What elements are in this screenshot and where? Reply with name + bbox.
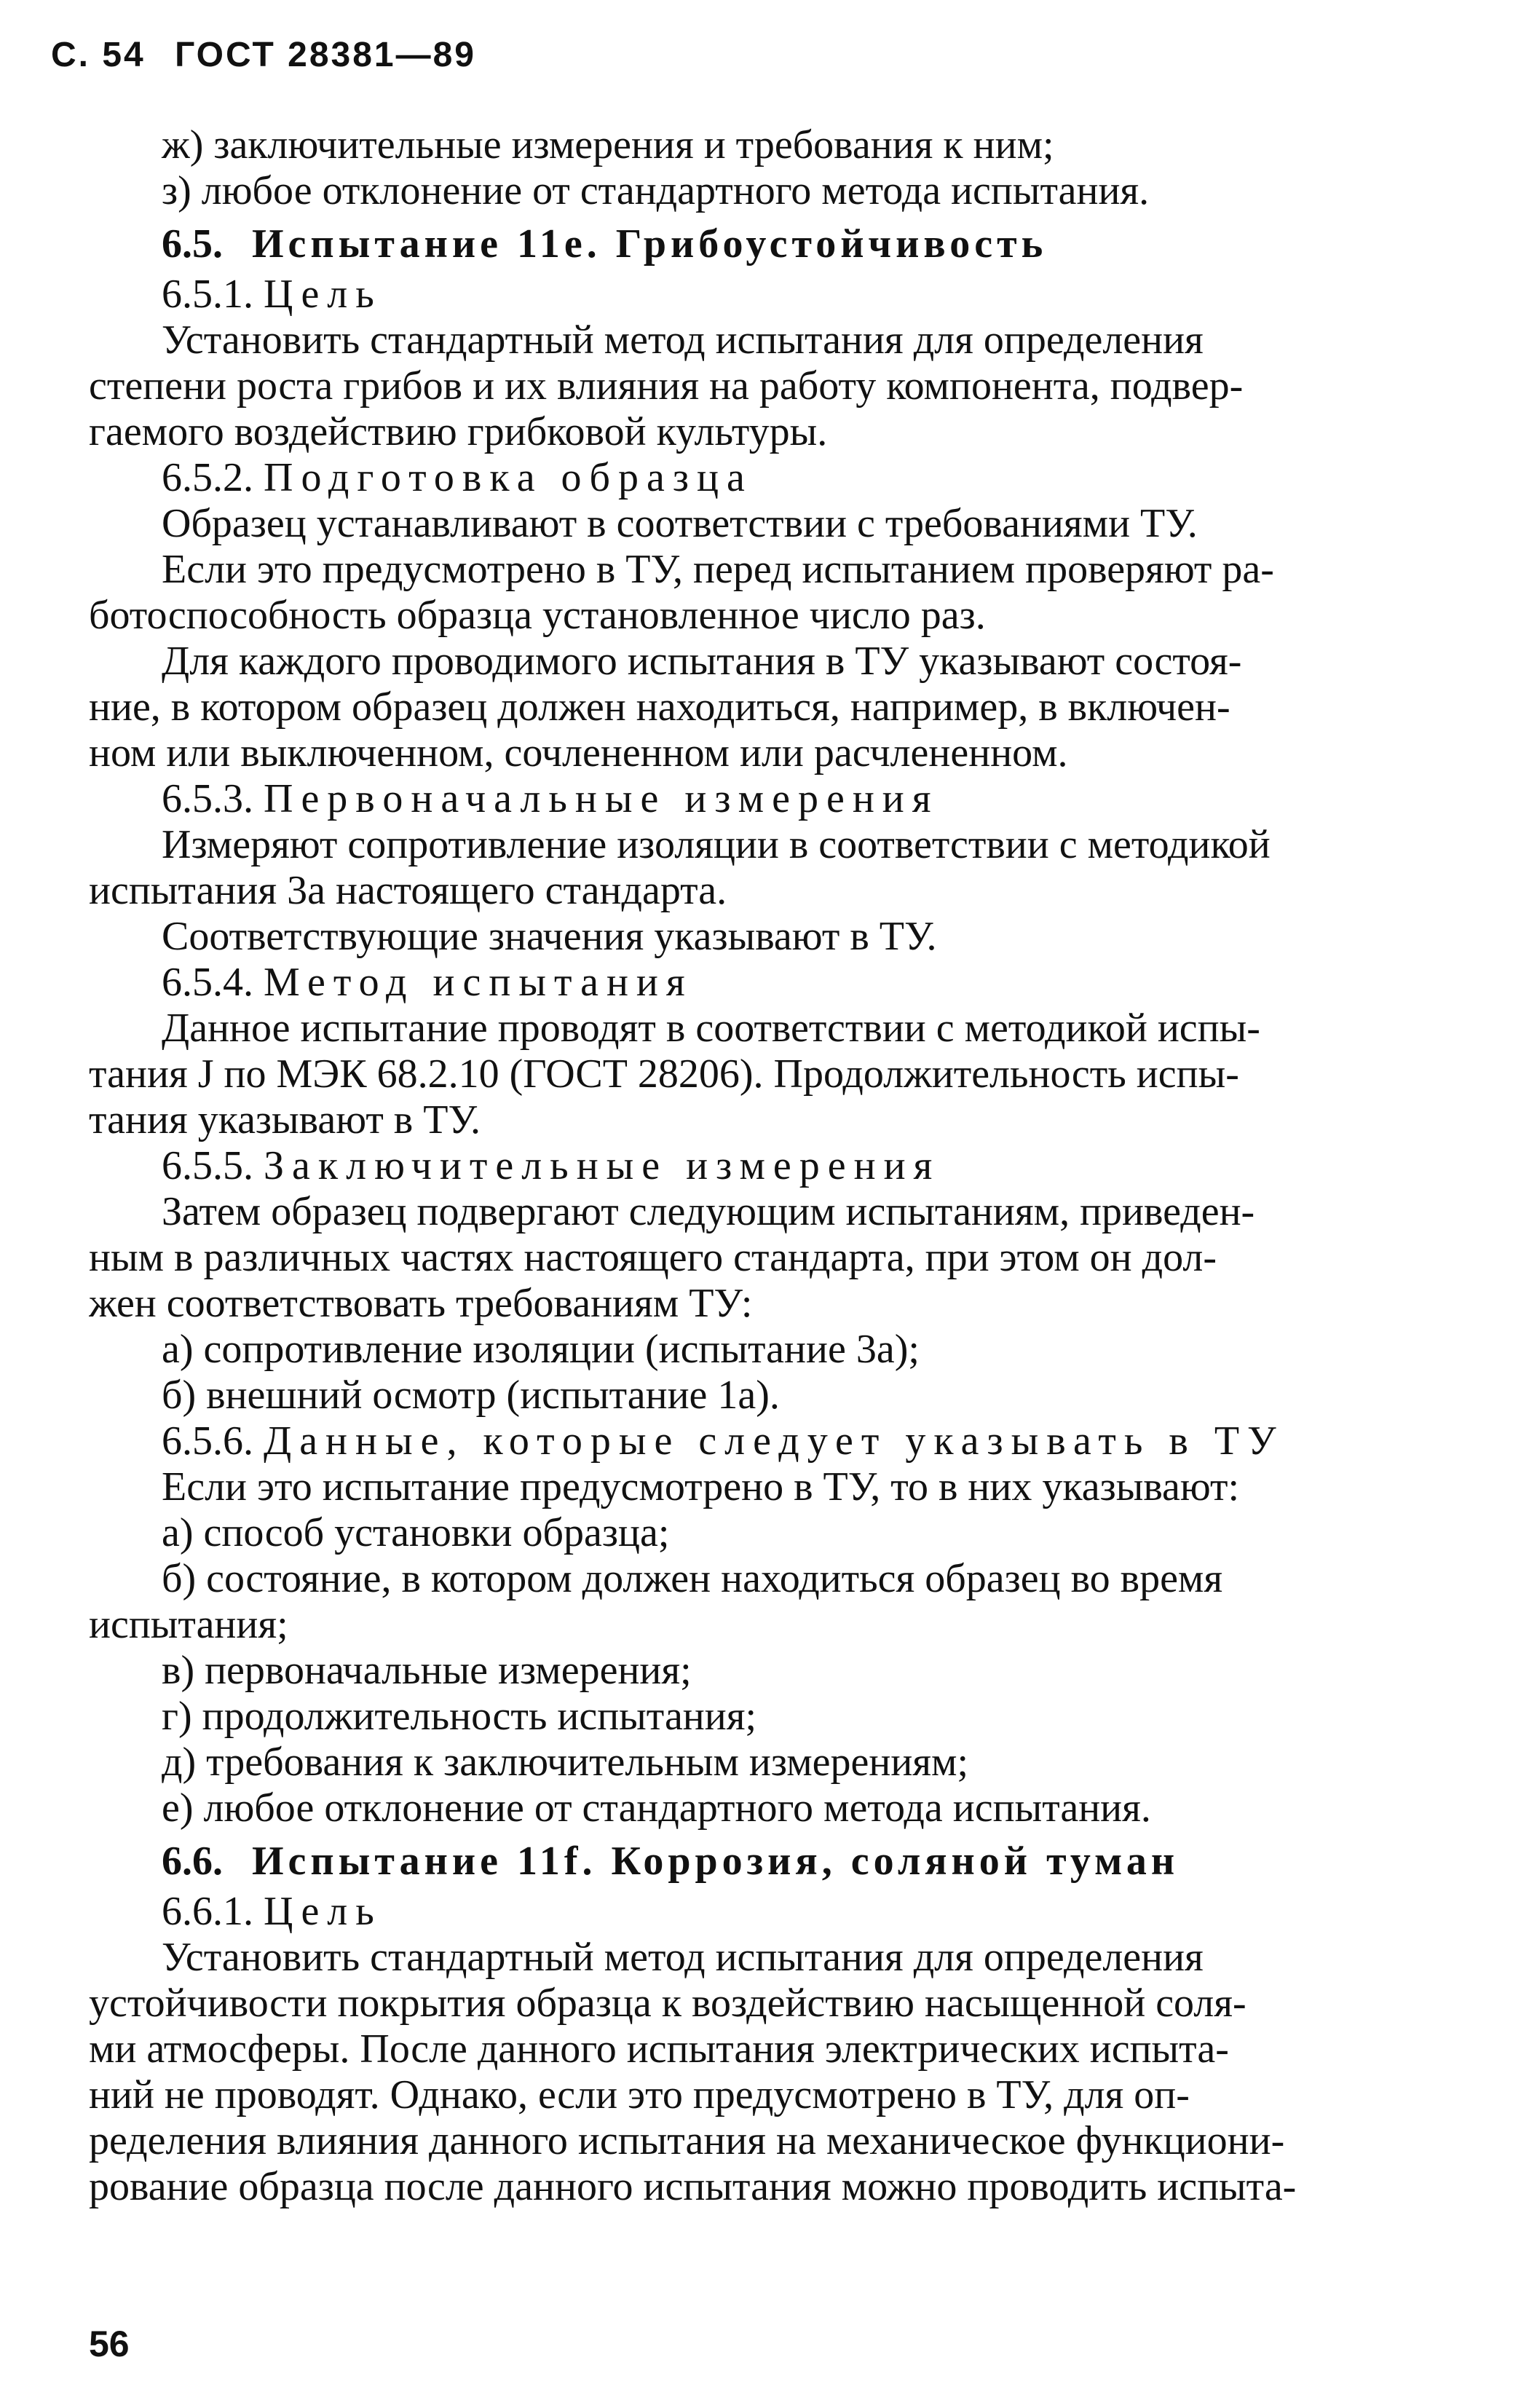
subsection-heading-6-5-3 bbox=[89, 776, 1509, 822]
subsection-number: 6.5.3. bbox=[162, 776, 253, 821]
paragraph-line: ний не проводят. Однако, если это предусмотрено в ТУ, для оп- bbox=[89, 2072, 1190, 2117]
list-item: б) состояние, в котором должен находиться образец во время bbox=[162, 1556, 1223, 1601]
section-title: Испытание 11f. Коррозия, соляной туман bbox=[252, 1839, 1180, 1884]
paragraph-line: жен соответствовать требованиям ТУ: bbox=[89, 1281, 753, 1326]
section-number: 6.5. bbox=[162, 221, 223, 267]
subsection-title: Первоначальные измерения bbox=[264, 776, 939, 821]
subsection-heading-6-5-5 bbox=[89, 1143, 1509, 1189]
list-item: з) любое отклонение от стандартного метода испытания. bbox=[162, 168, 1150, 213]
list-item: г) продолжительность испытания; bbox=[162, 1694, 757, 1739]
subsection-heading-6-5-6 bbox=[89, 1418, 1509, 1464]
paragraph-line: Установить стандартный метод испытания для определения bbox=[162, 1935, 1204, 1980]
paragraph-line: Установить стандартный метод испытания для определения bbox=[162, 317, 1204, 363]
list-item: д) требования к заключительным измерениям; bbox=[162, 1740, 969, 1785]
paragraph-line: Затем образец подвергают следующим испытаниям, приведен- bbox=[162, 1189, 1255, 1234]
paragraph-line: тания J по МЭК 68.2.10 (ГОСТ 28206). Продолжительность испы- bbox=[89, 1051, 1239, 1097]
document-body bbox=[89, 122, 1509, 2210]
paragraph-line: рование образца после данного испытания можно проводить испыта- bbox=[89, 2164, 1297, 2209]
subsection-heading-6-5-4 bbox=[89, 960, 1509, 1006]
page-number: 56 bbox=[89, 2324, 130, 2364]
paragraph-line: ном или выключенном, сочлененном или расчлененном. bbox=[89, 730, 1068, 775]
standard-code: ГОСТ 28381—89 bbox=[175, 36, 476, 74]
section-title: Испытание 11е. Грибоустойчивость bbox=[252, 221, 1048, 267]
subsection-number: 6.5.1. bbox=[162, 272, 253, 317]
list-item: а) сопротивление изоляции (испытание 3а); bbox=[162, 1327, 920, 1372]
subsection-number: 6.6.1. bbox=[162, 1889, 253, 1934]
subsection-title: Данные, которые следует указывать в ТУ bbox=[264, 1418, 1284, 1464]
subsection-title: Метод испытания bbox=[264, 960, 693, 1005]
paragraph-line: ным в различных частях настоящего стандарта, при этом он дол- bbox=[89, 1235, 1217, 1280]
paragraph-line: Если это испытание предусмотрено в ТУ, то в них указывают: bbox=[162, 1464, 1240, 1509]
subsection-title: Цель bbox=[264, 1889, 382, 1934]
paragraph-line: ределения влияния данного испытания на механическое функциони- bbox=[89, 2118, 1285, 2163]
list-item-continuation: испытания; bbox=[89, 1602, 288, 1647]
subsection-title: Заключительные измерения bbox=[264, 1143, 941, 1188]
subsection-number: 6.5.5. bbox=[162, 1143, 253, 1188]
list-item: в) первоначальные измерения; bbox=[162, 1648, 692, 1693]
list-item: а) способ установки образца; bbox=[162, 1510, 670, 1555]
subsection-number: 6.5.2. bbox=[162, 455, 253, 500]
subsection-heading-6-5-2 bbox=[89, 455, 1509, 501]
section-number: 6.6. bbox=[162, 1839, 223, 1884]
list-item: б) внешний осмотр (испытание 1а). bbox=[162, 1373, 780, 1418]
list-item: е) любое отклонение от стандартного метода испытания. bbox=[162, 1785, 1151, 1831]
subsection-title: Цель bbox=[264, 272, 382, 317]
paragraph-line: Измеряют сопротивление изоляции в соответствии с методикой bbox=[162, 822, 1271, 867]
subsection-title: Подготовка образца bbox=[264, 455, 753, 500]
paragraph-line: устойчивости покрытия образца к воздействию насыщенной соля- bbox=[89, 1981, 1246, 2026]
page-header bbox=[51, 35, 494, 75]
subsection-number: 6.5.4. bbox=[162, 960, 253, 1005]
paragraph-line: ми атмосферы. После данного испытания электрических испыта- bbox=[89, 2026, 1229, 2072]
paragraph-line: гаемого воздействию грибковой культуры. bbox=[89, 409, 828, 454]
subsection-heading-6-5-1 bbox=[89, 272, 1509, 317]
paragraph-line: ние, в котором образец должен находиться, например, в включен- bbox=[89, 684, 1230, 730]
paragraph-line: Если это предусмотрено в ТУ, перед испытанием проверяют ра- bbox=[162, 547, 1274, 592]
paragraph-line: Соответствующие значения указывают в ТУ. bbox=[162, 914, 937, 959]
paragraph-line: тания указывают в ТУ. bbox=[89, 1097, 481, 1142]
paragraph-line: Для каждого проводимого испытания в ТУ указывают состоя- bbox=[162, 639, 1242, 684]
paragraph-line: Образец устанавливают в соответствии с требованиями ТУ. bbox=[162, 501, 1198, 546]
section-heading-6-6 bbox=[89, 1839, 1509, 1884]
page-label: С. 54 bbox=[51, 36, 146, 74]
paragraph-line: ботоспособность образца установленное число раз. bbox=[89, 593, 986, 638]
subsection-number: 6.5.6. bbox=[162, 1418, 253, 1464]
list-item: ж) заключительные измерения и требования к ним; bbox=[162, 122, 1054, 167]
paragraph-line: степени роста грибов и их влияния на работу компонента, подвер- bbox=[89, 363, 1244, 408]
paragraph-line: испытания 3а настоящего стандарта. bbox=[89, 868, 727, 913]
paragraph-line: Данное испытание проводят в соответствии с методикой испы- bbox=[162, 1006, 1260, 1051]
subsection-heading-6-6-1 bbox=[89, 1889, 1509, 1935]
section-heading-6-5 bbox=[89, 221, 1509, 267]
